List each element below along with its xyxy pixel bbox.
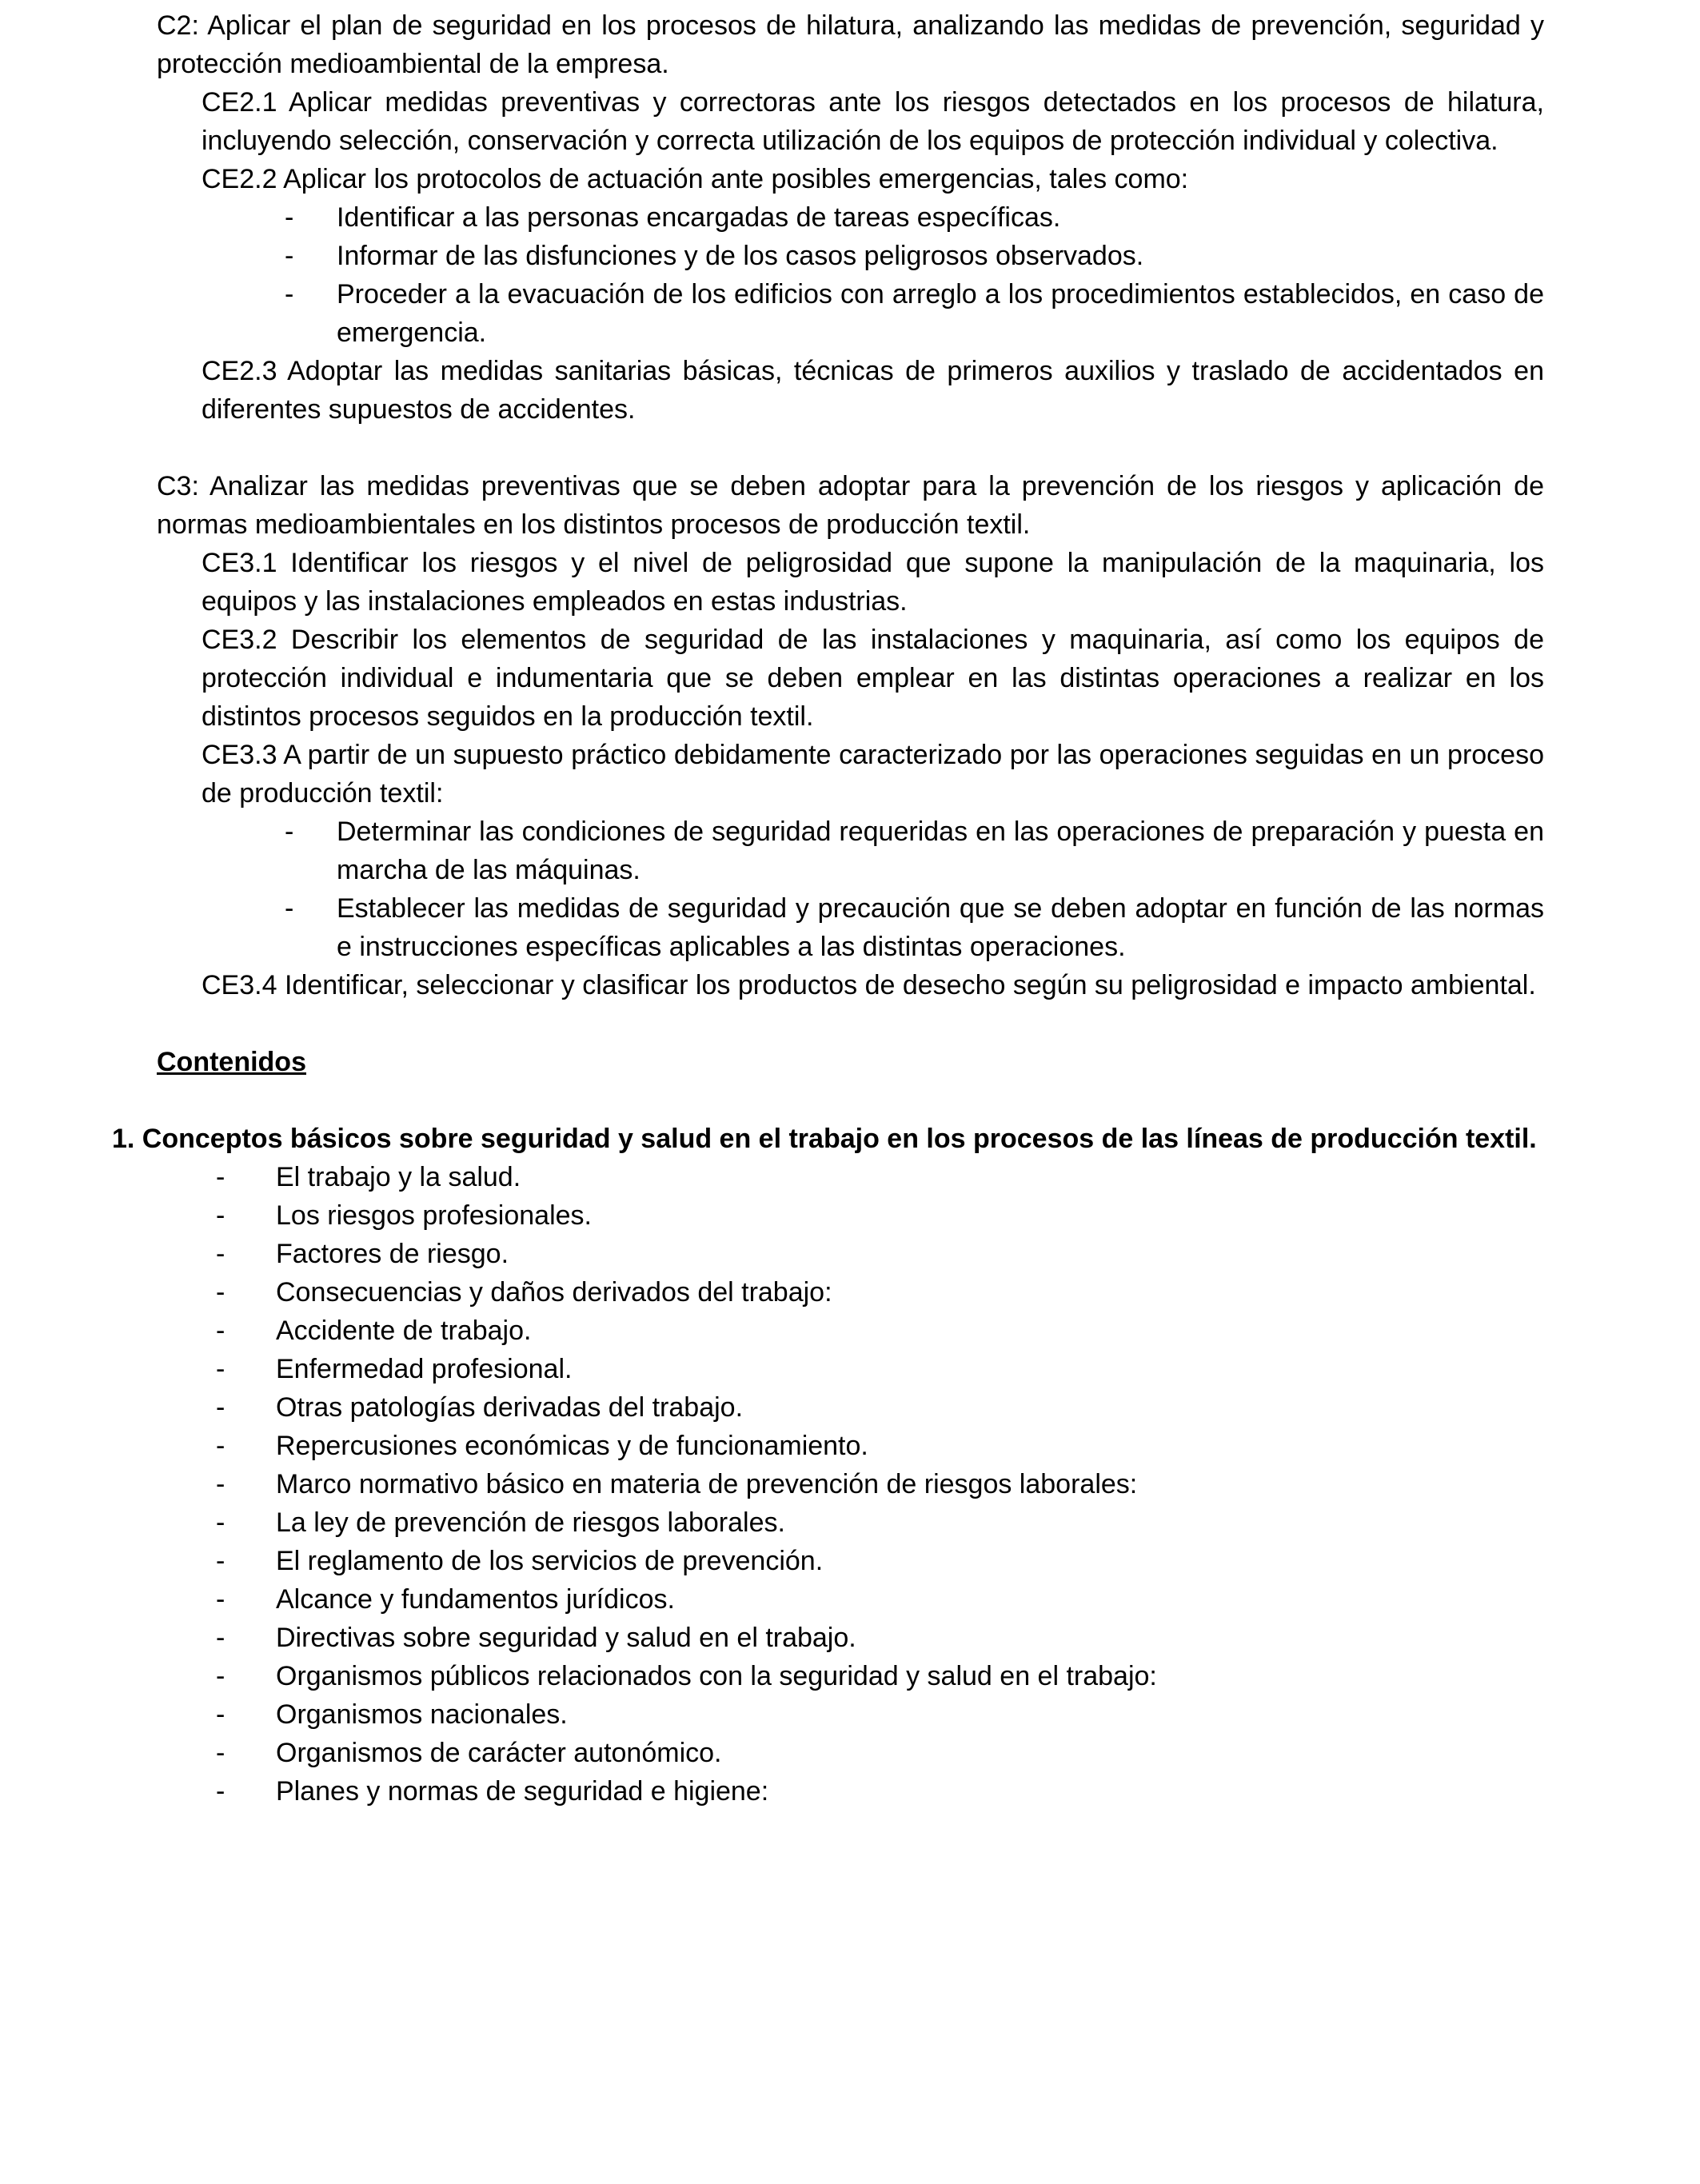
list-item-text: Enfermedad profesional. [276, 1354, 573, 1384]
list-item [216, 1427, 1544, 1465]
list-item-text: Los riesgos profesionales. [276, 1200, 593, 1231]
list-item [216, 1503, 1544, 1542]
list-item [216, 1619, 1544, 1657]
paragraph-ce3-3-text: CE3.3 A partir de un supuesto práctico debidamente caracterizado por las operaciones seguidas en un proceso de producción textil: [202, 740, 1544, 809]
dash-marker: - [216, 1507, 225, 1538]
paragraph-ce2-3-text: CE2.3 Adoptar las medidas sanitarias básicas, técnicas de primeros auxilios y traslado de accidentados en diferentes supuestos de accidentes. [202, 356, 1544, 425]
section-heading-contenidos [157, 1043, 1544, 1081]
list-item [216, 1158, 1544, 1196]
list-item [216, 1580, 1544, 1619]
list-item-text: El trabajo y la salud. [276, 1162, 521, 1192]
paragraph-ce3-3 [202, 736, 1544, 813]
numbered-heading-1 [112, 1120, 1544, 1158]
dash-marker: - [216, 1699, 225, 1730]
list-item [216, 1388, 1544, 1427]
list-item [216, 1695, 1544, 1734]
dash-marker: - [216, 1546, 225, 1576]
paragraph-c3-text: C3: Analizar las medidas preventivas que se deben adoptar para la prevención de los riesgos y aplicación de normas medioambientales en los distintos procesos de producción textil. [157, 471, 1544, 540]
list-item-text: Repercusiones económicas y de funcionamiento. [276, 1431, 868, 1461]
list-item-text: Consecuencias y daños derivados del trabajo: [276, 1277, 832, 1308]
paragraph-ce3-4-text: CE3.4 Identificar, seleccionar y clasificar los productos de desecho según su peligrosidad e impacto ambiental. [202, 970, 1536, 1000]
dash-marker: - [216, 1316, 225, 1346]
paragraph-ce2-2-text: CE2.2 Aplicar los protocolos de actuación ante posibles emergencias, tales como: [202, 164, 1189, 194]
paragraph-ce3-4 [202, 966, 1544, 1004]
list-item [216, 1542, 1544, 1580]
list-item-text: Accidente de trabajo. [276, 1316, 532, 1346]
document-content [112, 6, 1544, 1811]
list-item-text: Directivas sobre seguridad y salud en el trabajo. [276, 1623, 856, 1653]
list-item-text: Determinar las condiciones de seguridad requeridas en las operaciones de preparación y puesta en marcha de las máquinas. [337, 817, 1544, 885]
paragraph-ce3-2 [202, 621, 1544, 736]
section-heading-contenidos-text: Contenidos [157, 1047, 306, 1077]
dash-marker: - [216, 1738, 225, 1768]
list-item [285, 198, 1544, 237]
list-item-text: La ley de prevención de riesgos laborales. [276, 1507, 785, 1538]
dash-marker: - [285, 241, 294, 271]
dash-marker: - [216, 1392, 225, 1423]
list-item [216, 1772, 1544, 1811]
list-item [216, 1196, 1544, 1235]
list-item-text: Organismos nacionales. [276, 1699, 568, 1730]
list-item [216, 1734, 1544, 1772]
paragraph-ce3-1 [202, 544, 1544, 621]
list-item-text: Factores de riesgo. [276, 1239, 509, 1269]
paragraph-c3 [157, 467, 1544, 544]
paragraph-ce2-2 [202, 160, 1544, 198]
blank-line [112, 429, 1544, 467]
list-item [216, 1350, 1544, 1388]
blank-line [112, 1081, 1544, 1120]
list-item-text: Organismos públicos relacionados con la seguridad y salud en el trabajo: [276, 1661, 1157, 1691]
list-item-text: Proceder a la evacuación de los edificios con arreglo a los procedimientos establecidos, en caso de emergencia. [337, 279, 1544, 348]
dash-marker: - [285, 279, 294, 309]
paragraph-ce2-1-text: CE2.1 Aplicar medidas preventivas y correctoras ante los riesgos detectados en los procesos de hilatura, incluyendo selección, conservación y correcta utilización de los equipos de protección individual y colectiva. [202, 87, 1544, 156]
dash-marker: - [216, 1200, 225, 1231]
list-item [216, 1465, 1544, 1503]
dash-marker: - [285, 893, 294, 924]
list-item-text: Alcance y fundamentos jurídicos. [276, 1584, 675, 1615]
list-item [216, 1273, 1544, 1312]
list-item-text: Marco normativo básico en materia de prevención de riesgos laborales: [276, 1469, 1138, 1499]
dash-marker: - [216, 1776, 225, 1807]
dash-marker: - [216, 1431, 225, 1461]
list-item-text: Identificar a las personas encargadas de tareas específicas. [337, 202, 1061, 233]
paragraph-c2 [157, 6, 1544, 83]
list-item-text: Establecer las medidas de seguridad y precaución que se deben adoptar en función de las normas e instrucciones específicas aplicables a las distintas operaciones. [337, 893, 1544, 962]
list-item-text: Organismos de carácter autonómico. [276, 1738, 722, 1768]
numbered-heading-1-text: 1. Conceptos básicos sobre seguridad y salud en el trabajo en los procesos de las líneas de producción textil. [112, 1124, 1537, 1154]
paragraph-ce2-3 [202, 352, 1544, 429]
list-item-text: Informar de las disfunciones y de los casos peligrosos observados. [337, 241, 1144, 271]
dash-marker: - [216, 1469, 225, 1499]
paragraph-ce2-1 [202, 83, 1544, 160]
list-item [285, 275, 1544, 352]
list-item-text: Otras patologías derivadas del trabajo. [276, 1392, 744, 1423]
dash-marker: - [216, 1584, 225, 1615]
list-item [216, 1312, 1544, 1350]
paragraph-c2-text: C2: Aplicar el plan de seguridad en los procesos de hilatura, analizando las medidas de prevención, seguridad y protección medioambiental de la empresa. [157, 10, 1544, 79]
dash-marker: - [216, 1623, 225, 1653]
dash-marker: - [216, 1354, 225, 1384]
dash-marker: - [216, 1661, 225, 1691]
dash-marker: - [216, 1277, 225, 1308]
list-item [285, 889, 1544, 966]
list-item [216, 1235, 1544, 1273]
dash-marker: - [216, 1239, 225, 1269]
list-item [285, 237, 1544, 275]
list-item [285, 813, 1544, 889]
paragraph-ce3-2-text: CE3.2 Describir los elementos de seguridad de las instalaciones y maquinaria, así como los equipos de protección individual e indumentaria que se deben emplear en las distintas operaciones a realizar en los distintos procesos seguidos en la producción textil. [202, 625, 1544, 732]
list-item [216, 1657, 1544, 1695]
list-item-text: El reglamento de los servicios de prevención. [276, 1546, 824, 1576]
dash-marker: - [285, 817, 294, 847]
paragraph-ce3-1-text: CE3.1 Identificar los riesgos y el nivel de peligrosidad que supone la manipulación de la maquinaria, los equipos y las instalaciones empleados en estas industrias. [202, 548, 1544, 617]
list-item-text: Planes y normas de seguridad e higiene: [276, 1776, 769, 1807]
dash-marker: - [285, 202, 294, 233]
dash-marker: - [216, 1162, 225, 1192]
blank-line [112, 1004, 1544, 1043]
